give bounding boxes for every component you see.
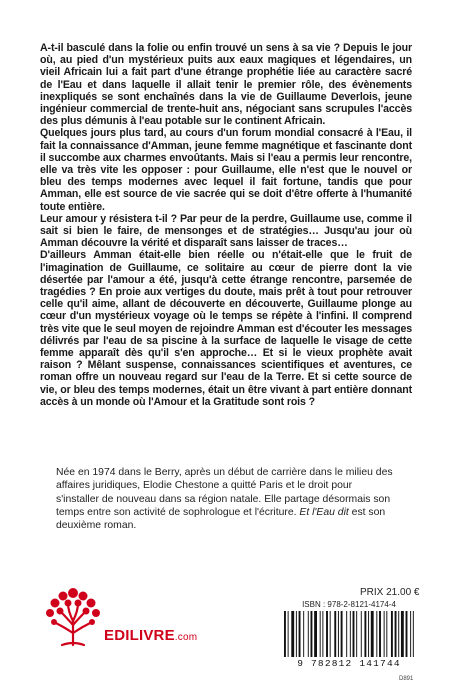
blurb-paragraph: Leur amour y résistera t-il ? Par peur de la perdre, Guillaume use, comme il sait si bien le faire, de mensonges et de stratégies… Jusqu'au jour où Amman découvre la vérité et disparaît sans laisser de traces… (40, 212, 412, 250)
blurb-paragraph: Quelques jours plus tard, au cours d'un forum mondial consacré à l'Eau, il fait la connaissance d'Amman, jeune femme magnétique et fascinante dont il succombe aux charmes envoûtants. Mais si l'eau a permis leur rencontre, elle va très vite les opposer : pour Guillaume, elle n'est que le nouvel or bleu des temps modernes avec lequel il fait fortune, tandis que pour Amman, elle est source de vie sacrée qui se doit d'être offerte à l'humanité toute entière. (40, 127, 412, 213)
barcode-number: 9 782812 141744 (297, 658, 401, 669)
book-title: Et l'Eau dit (299, 506, 349, 518)
publisher-logo (38, 583, 218, 653)
barcode-icon (284, 611, 414, 657)
author-bio (56, 466, 396, 532)
catalog-code: D891 (399, 676, 414, 682)
author-bio-text: Née en 1974 dans le Berry, après un début de carrière dans le milieu des affaires juridiques, Elodie Chestone a quitté Paris et le droit pour s'installer de nouveau dans sa région natale. Elle partage désormais son temps entre son activité de sophrologue et l'écriture. (56, 467, 393, 518)
isbn-label: ISBN : 978-2-8121-4174-4 (302, 600, 396, 609)
back-cover-blurb (40, 42, 412, 408)
author-bio-end: est son deuxième roman. (56, 506, 386, 532)
price-label: PRIX 21.00 € (360, 587, 420, 598)
tree-logo-icon (38, 583, 108, 653)
publisher-name: EDILIVRE.com (104, 627, 198, 644)
barcode-block (280, 600, 418, 674)
blurb-paragraph: D'ailleurs Amman était-elle bien réelle ou n'était-elle que le fruit de l'imagination de Guillaume, ce solitaire au cœur de pierre dont la vie désertée par l'amour a été, jusqu'à cette étrange rencontre, parsemée de tragédies ? En proie aux vertiges du doute, mais prêt à tout pour retrouver celle qu'il aime, allant de découverte en découverte, Guillaume plonge au cœur d'un mystérieux voyage où le temps se répète à l'infini. Il comprend très vite que le seul moyen de rejoindre Amman est d'écouter les messages délivrés par l'eau de sa piscine à la surface de laquelle le visage de cette femme apparaît dès qu'il s'en approche… Et si le vieux prophète avait raison ? Mêlant suspense, connaissances scientifiques et aventures, ce roman offre un nouveau regard sur l'eau de la Terre. Et si cette source de vie, or bleu des temps modernes, était un être vivant à part entière donnant accès à un monde où l'Amour et la Gratitude sont rois ? (40, 249, 412, 408)
blurb-paragraph: A-t-il basculé dans la folie ou enfin trouvé un sens à sa vie ? Depuis le jour où, au pied d'un mystérieux puits aux eaux magiques et légendaires, un vieil Africain lui a fait part d'une étrange prophétie liée au caractère sacré de l'Eau et dans laquelle il allait tenir le premier rôle, des évènements inexpliqués se sont enchaînés dans la vie de Guillaume Deverlois, jeune ingénieur commercial de trente-huit ans, négociant sans scrupules l'accès des plus démunis à l'eau potable sur le continent Africain. (40, 42, 412, 128)
